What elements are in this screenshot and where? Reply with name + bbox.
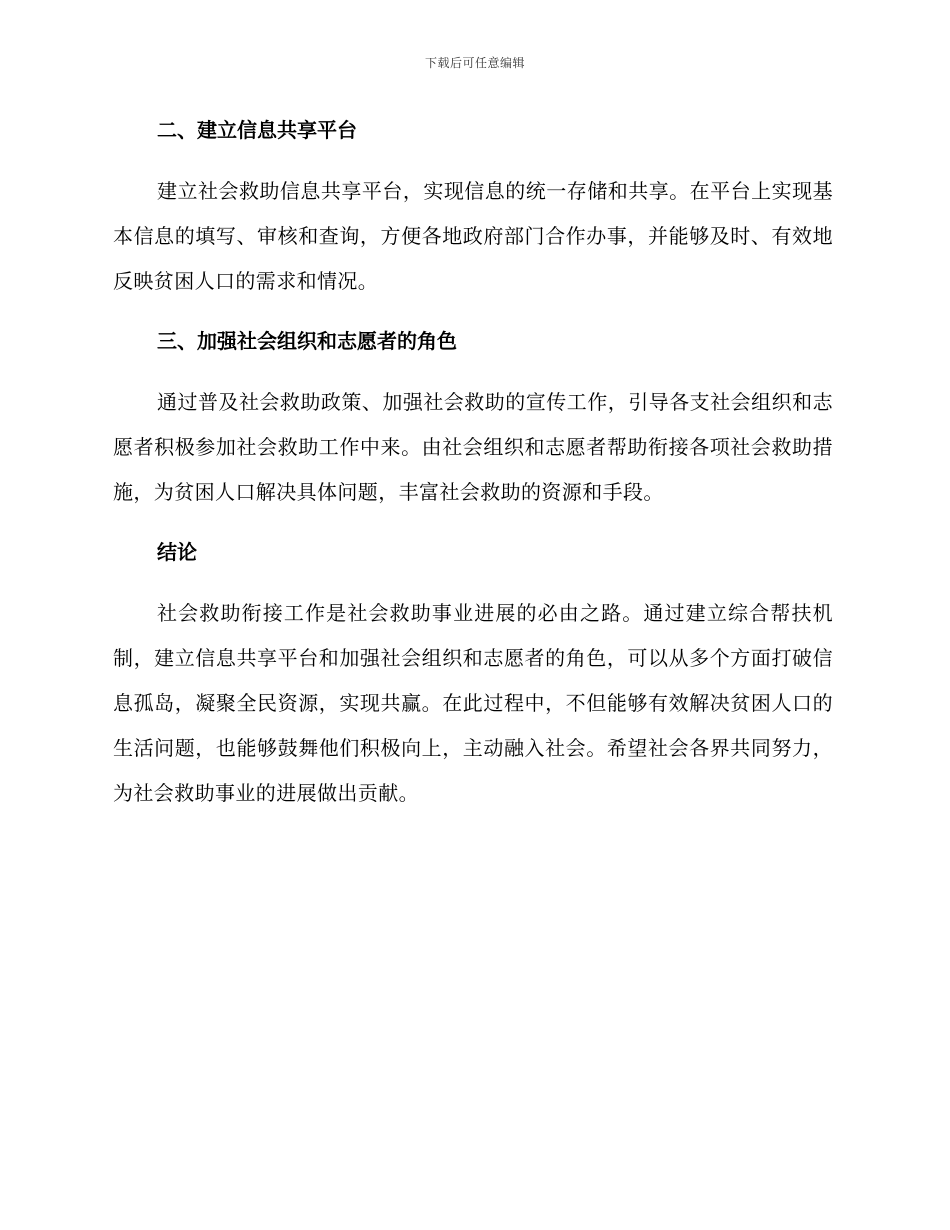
section-paragraph-info-sharing: 建立社会救助信息共享平台，实现信息的统一存储和共享。在平台上实现基本信息的填写、审核和查询，方便各地政府部门合作办事，并能够及时、有效地反映贫困人口的需求和情况。 bbox=[113, 179, 833, 293]
section-heading-info-sharing: 二、建立信息共享平台 bbox=[157, 118, 357, 142]
section-paragraph-conclusion: 社会救助衔接工作是社会救助事业进展的必由之路。通过建立综合帮扶机制，建立信息共享平台和加强社会组织和志愿者的角色，可以从多个方面打破信息孤岛，凝聚全民资源，实现共赢。在此过程中，不但能够有效解决贫困人口的生活问题，也能够鼓舞他们积极向上，主动融入社会。希望社会各界共同努力，为社会救助事业的进展做出贡献。 bbox=[113, 601, 833, 805]
document-body bbox=[113, 113, 833, 816]
section-heading-conclusion: 结论 bbox=[157, 540, 197, 564]
section-heading-social-organizations: 三、加强社会组织和志愿者的角色 bbox=[157, 329, 457, 353]
page-header-note: 下载后可任意编辑 bbox=[424, 56, 525, 70]
section-paragraph-social-organizations: 通过普及社会救助政策、加强社会救助的宣传工作，引导各支社会组织和志愿者积极参加社会救助工作中来。由社会组织和志愿者帮助衔接各项社会救助措施，为贫困人口解决具体问题，丰富社会救助的资源和手段。 bbox=[113, 390, 833, 504]
